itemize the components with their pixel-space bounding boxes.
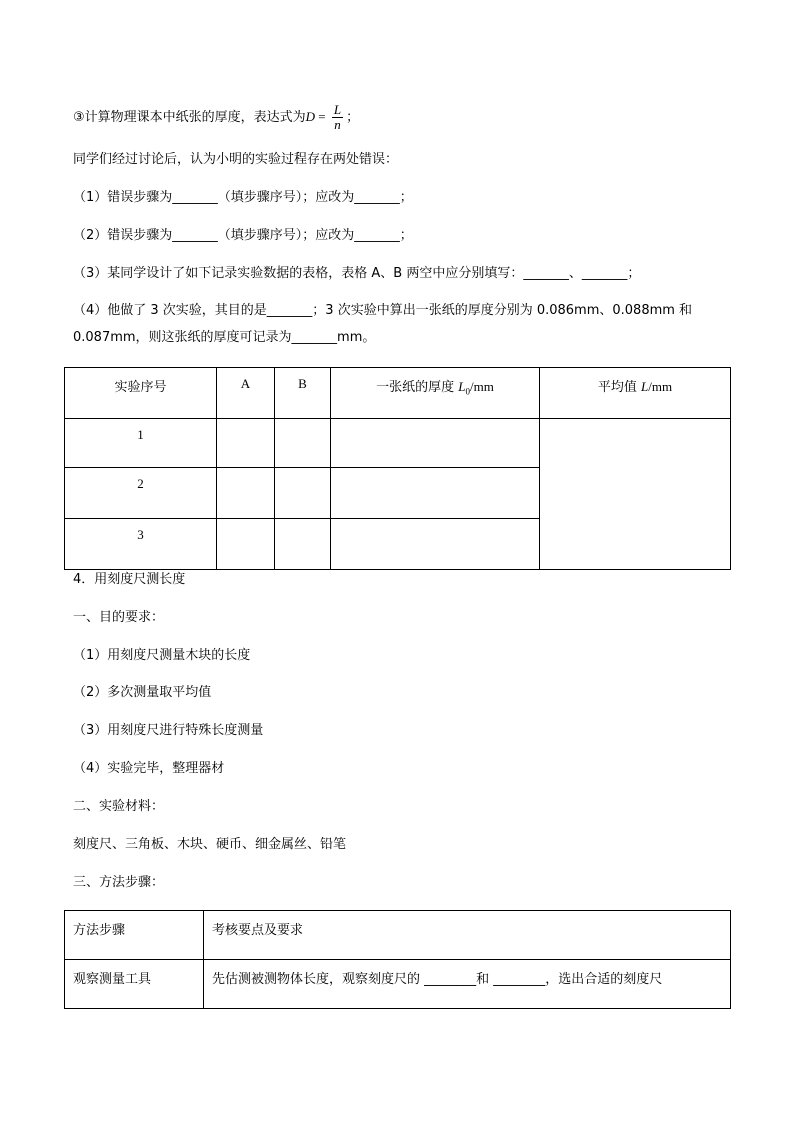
- steps-title: 三、方法步骤：: [73, 875, 165, 890]
- cell-thickness: [331, 519, 540, 570]
- question-3: （3）某同学设计了如下记录实验数据的表格，表格 A、B 两空中应分别填写：_______、_______；: [73, 266, 641, 281]
- table-row: [65, 419, 731, 468]
- step-observe-requirement: 先估测被测物体长度，观察刻度尺的 ________和 ________，选出合适的刻度尺: [204, 960, 731, 1009]
- method-steps-table: [64, 910, 731, 1009]
- question-1: （1）错误步骤为_______（填步骤序号）；应改为_______；: [73, 190, 413, 205]
- step3-end: ；: [346, 110, 360, 125]
- header-requirements: 考核要点及要求: [204, 911, 731, 960]
- cell-b: [275, 468, 331, 519]
- equals-sign: =: [315, 109, 329, 124]
- cell-b: [275, 419, 331, 468]
- header-thickness-unit: /mm: [470, 379, 494, 394]
- question-2: （2）错误步骤为_______（填步骤序号）；应改为_______；: [73, 228, 413, 243]
- step3-line: [73, 103, 359, 132]
- goal-item: （1）用刻度尺测量木块的长度: [73, 648, 251, 663]
- goal-item: （3）用刻度尺进行特殊长度测量: [73, 723, 264, 738]
- goal-item: （4）实验完毕，整理器材: [73, 761, 225, 776]
- cell-a: [217, 468, 275, 519]
- materials-list: 刻度尺、三角板、木块、硬币、细金属丝、铅笔: [73, 837, 347, 852]
- var-d: D: [305, 109, 316, 124]
- header-index: 实验序号: [65, 368, 217, 419]
- thickness-data-table: [64, 367, 731, 570]
- header-thickness-sub: 0: [465, 386, 471, 397]
- discussion-intro: 同学们经过讨论后，认为小明的实验过程存在两处错误：: [73, 152, 399, 167]
- question-4-line-1: （4）他做了 3 次实验，其目的是_______；3 次实验中算出一张纸的厚度分别为 0.086mm、0.088mm 和: [73, 303, 693, 318]
- header-thickness: [331, 368, 540, 419]
- header-thickness-var: L: [458, 379, 466, 394]
- header-method-step: 方法步骤: [65, 911, 204, 960]
- fraction-l-over-n: [332, 103, 343, 132]
- goal-item: （2）多次测量取平均值: [73, 685, 212, 700]
- row-index: 1: [65, 419, 217, 468]
- question-4-line-2: 0.087mm，则这张纸的厚度可记录为_______mm。: [73, 330, 376, 345]
- cell-a: [217, 519, 275, 570]
- cell-thickness: [331, 468, 540, 519]
- cell-a: [217, 419, 275, 468]
- step3-text: ③计算物理课本中纸张的厚度，表达式为: [73, 110, 306, 125]
- fraction-numerator: L: [333, 102, 342, 117]
- fraction-denominator: n: [334, 117, 341, 132]
- header-a: A: [217, 368, 275, 419]
- goals-title: 一、目的要求：: [73, 610, 165, 625]
- cell-b: [275, 519, 331, 570]
- cell-average: [540, 419, 731, 570]
- cell-thickness: [331, 419, 540, 468]
- section-4-title: 4．用刻度尺测长度: [73, 572, 186, 587]
- step-observe-tool: 观察测量工具: [65, 960, 204, 1009]
- row-index: 2: [65, 468, 217, 519]
- header-average-unit: /mm: [648, 379, 673, 394]
- row-index: 3: [65, 519, 217, 570]
- header-average-label: 平均值: [597, 380, 642, 395]
- materials-title: 二、实验材料：: [73, 799, 165, 814]
- header-b: B: [275, 368, 331, 419]
- header-average-var: L: [641, 379, 649, 394]
- table-row: [65, 960, 731, 1009]
- header-average: [540, 368, 731, 419]
- header-thickness-label: 一张纸的厚度: [376, 380, 459, 395]
